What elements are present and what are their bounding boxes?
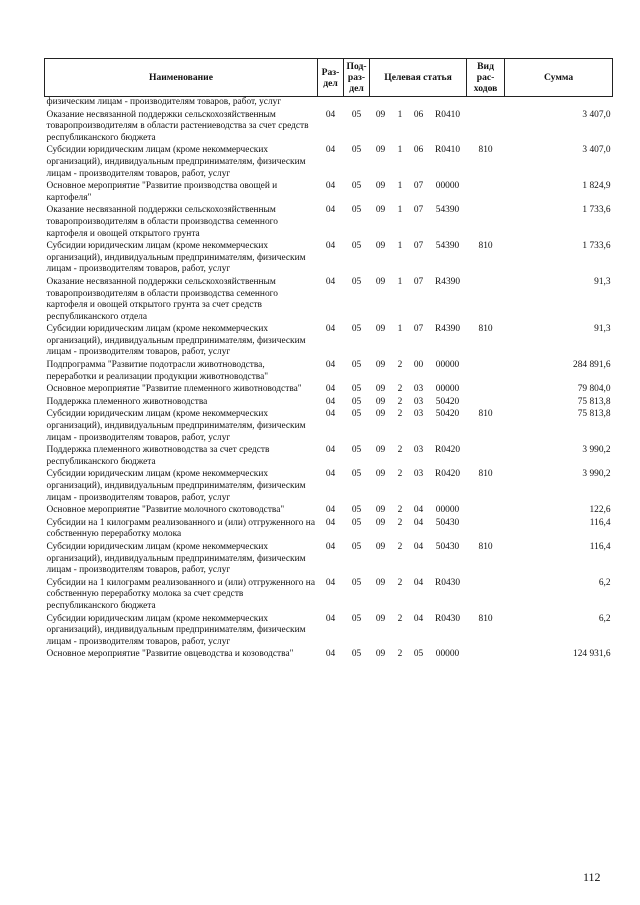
table-row <box>45 469 613 505</box>
row-sum: 91,3 <box>594 276 611 287</box>
row-podrazdel <box>344 97 370 110</box>
row-expense-type: 810 <box>478 469 493 480</box>
budget-table-sheet <box>44 58 612 662</box>
row-expense-type <box>467 277 505 324</box>
table-row <box>45 97 613 110</box>
row-podrazdel: 05 <box>351 445 362 456</box>
row-name: Подпрограмма "Развитие подотрасли животноводства, переработки и реализации продукции животноводства" <box>46 360 269 382</box>
row-sum: 3 407,0 <box>582 145 611 156</box>
row-podrazdel: 05 <box>351 181 362 192</box>
header-name: Наименование <box>45 59 318 97</box>
row-target-direction: 50430 <box>435 517 460 528</box>
row-target-event: 07 <box>413 324 424 335</box>
row-expense-type: 810 <box>478 241 493 252</box>
row-target-direction: 50420 <box>435 409 460 420</box>
row-podrazdel: 05 <box>351 469 362 480</box>
row-target-direction: R4390 <box>435 324 461 335</box>
row-razdel: 04 <box>325 360 336 371</box>
budget-table <box>44 58 613 662</box>
row-sum: 116,4 <box>589 517 611 528</box>
row-sum: 1 733,6 <box>582 241 611 252</box>
row-podrazdel: 05 <box>351 505 362 516</box>
row-expense-type <box>467 110 505 146</box>
row-target-program: 09 <box>375 396 386 407</box>
row-name: Субсидии юридическим лицам (кроме некоммерческих организаций), индивидуальным предпринимателям, физическим лицам - производителям товаров, работ, услуг <box>46 324 306 358</box>
row-target-program: 09 <box>375 276 386 287</box>
row-target-program: 09 <box>375 324 386 335</box>
row-target-program: 09 <box>375 577 386 588</box>
table-row <box>45 110 613 146</box>
table-row <box>45 445 613 469</box>
row-target-event: 03 <box>413 396 424 407</box>
row-target-program: 09 <box>375 445 386 456</box>
row-podrazdel: 05 <box>351 396 362 407</box>
row-expense-type <box>467 205 505 241</box>
table-row <box>45 649 613 662</box>
row-razdel: 04 <box>325 384 336 395</box>
row-target-event: 07 <box>413 241 424 252</box>
table-row <box>45 384 613 397</box>
row-target-event: 05 <box>413 649 424 660</box>
row-sum: 79 804,0 <box>577 384 611 395</box>
row-target-direction: 00000 <box>435 181 460 192</box>
row-expense-type <box>467 445 505 469</box>
row-razdel: 04 <box>325 181 336 192</box>
row-sum: 284 891,6 <box>573 360 611 371</box>
row-sum: 1 824,9 <box>582 181 611 192</box>
row-target-program: 09 <box>375 505 386 516</box>
table-row <box>45 614 613 650</box>
row-target-direction: 00000 <box>435 360 460 371</box>
row-target-program: 09 <box>375 384 386 395</box>
table-row <box>45 397 613 410</box>
row-sum: 3 990,2 <box>582 469 611 480</box>
row-name: Субсидии юридическим лицам (кроме некоммерческих организаций), индивидуальным предпринимателям, физическим лицам - производителям товаров, работ, услуг <box>46 541 306 576</box>
table-body <box>45 97 613 662</box>
row-podrazdel: 05 <box>351 517 362 528</box>
row-target-program: 09 <box>375 409 386 420</box>
row-name: Основное мероприятие "Развитие овцеводства и козоводства" <box>46 649 294 660</box>
row-name: Оказание несвязанной поддержки сельскохозяйственным товаропроизводителям в области растениеводства за счет средств республиканского бюджета <box>46 109 309 143</box>
row-target-subprogram <box>392 97 409 110</box>
row-expense-type: 810 <box>478 613 493 624</box>
row-target-event: 03 <box>413 409 424 420</box>
table-row <box>45 409 613 445</box>
row-target-subprogram: 2 <box>397 613 403 624</box>
row-podrazdel: 05 <box>351 577 362 588</box>
row-target-direction: R0410 <box>435 145 461 156</box>
row-razdel: 04 <box>325 577 336 588</box>
header-sum: Сумма <box>505 59 613 97</box>
row-razdel: 04 <box>325 396 336 407</box>
row-podrazdel: 05 <box>351 541 362 552</box>
row-target-subprogram: 2 <box>397 649 403 660</box>
row-expense-type <box>467 384 505 397</box>
row-razdel <box>318 97 344 110</box>
row-target-direction: 00000 <box>435 384 460 395</box>
row-target-direction: R0410 <box>435 109 461 120</box>
row-target-program: 09 <box>375 241 386 252</box>
row-target-event: 04 <box>413 541 424 552</box>
row-expense-type: 810 <box>478 409 493 420</box>
row-razdel: 04 <box>325 517 336 528</box>
table-header <box>45 59 613 97</box>
table-row <box>45 181 613 205</box>
row-podrazdel: 05 <box>351 613 362 624</box>
row-target-event: 04 <box>413 577 424 588</box>
row-target-event: 06 <box>413 145 424 156</box>
row-name: Основное мероприятие "Развитие молочного скотоводства" <box>46 505 285 516</box>
row-target-program: 09 <box>375 541 386 552</box>
row-target-subprogram: 2 <box>397 396 403 407</box>
row-target-event: 03 <box>413 384 424 395</box>
row-razdel: 04 <box>325 324 336 335</box>
row-podrazdel: 05 <box>351 205 362 216</box>
row-target-subprogram: 2 <box>397 445 403 456</box>
row-sum: 3 990,2 <box>582 445 611 456</box>
table-row <box>45 578 613 614</box>
header-podrazdel: Под- раз- дел <box>344 59 370 97</box>
row-target-program <box>370 97 392 110</box>
header-razdel: Раз- дел <box>318 59 344 97</box>
row-podrazdel: 05 <box>351 241 362 252</box>
row-target-event: 03 <box>413 469 424 480</box>
row-sum: 3 407,0 <box>582 109 611 120</box>
row-target-subprogram: 1 <box>397 109 403 120</box>
row-target-program: 09 <box>375 145 386 156</box>
row-podrazdel: 05 <box>351 276 362 287</box>
row-name: Субсидии на 1 килограмм реализованного и (или) отгруженного на собственную переработку молока за счет средств республиканского бюджета <box>46 577 315 611</box>
row-target-subprogram: 2 <box>397 469 403 480</box>
row-target-subprogram: 2 <box>397 409 403 420</box>
row-podrazdel: 05 <box>351 360 362 371</box>
row-sum: 91,3 <box>594 324 611 335</box>
row-razdel: 04 <box>325 469 336 480</box>
row-target-direction <box>429 97 467 110</box>
row-target-event: 00 <box>413 360 424 371</box>
row-sum: 6,2 <box>598 577 611 588</box>
table-row <box>45 277 613 324</box>
row-expense-type: 810 <box>478 324 493 335</box>
row-expense-type <box>467 397 505 410</box>
row-sum: 124 931,6 <box>573 649 611 660</box>
row-sum: 1 733,6 <box>582 205 611 216</box>
row-target-subprogram: 1 <box>397 241 403 252</box>
table-row <box>45 145 613 181</box>
row-target-direction: R0430 <box>435 577 461 588</box>
row-podrazdel: 05 <box>351 324 362 335</box>
row-razdel: 04 <box>325 409 336 420</box>
row-name: Основное мероприятие "Развитие производства овощей и картофеля" <box>46 181 278 203</box>
row-target-subprogram: 1 <box>397 324 403 335</box>
row-target-program: 09 <box>375 360 386 371</box>
row-name: Субсидии юридическим лицам (кроме некоммерческих организаций), индивидуальным предпринимателям, физическим лицам - производителям товаров, работ, услуг <box>46 241 306 275</box>
row-sum: 75 813,8 <box>577 409 611 420</box>
row-razdel: 04 <box>325 241 336 252</box>
table-row <box>45 505 613 518</box>
row-razdel: 04 <box>325 276 336 287</box>
row-razdel: 04 <box>325 613 336 624</box>
table-row <box>45 241 613 277</box>
row-target-direction: 50430 <box>435 541 460 552</box>
row-expense-type <box>467 518 505 542</box>
row-name: Поддержка племенного животноводства за счет средств республиканского бюджета <box>46 445 270 467</box>
row-sum <box>505 97 613 110</box>
row-expense-type: 810 <box>478 145 493 156</box>
row-razdel: 04 <box>325 505 336 516</box>
row-target-subprogram: 2 <box>397 384 403 395</box>
row-target-event: 04 <box>413 505 424 516</box>
row-target-subprogram: 2 <box>397 505 403 516</box>
row-target-event: 07 <box>413 276 424 287</box>
row-razdel: 04 <box>325 205 336 216</box>
row-expense-type <box>467 360 505 384</box>
row-target-event <box>409 97 429 110</box>
row-sum: 6,2 <box>598 613 611 624</box>
table-row <box>45 360 613 384</box>
row-target-event: 04 <box>413 613 424 624</box>
row-podrazdel: 05 <box>351 109 362 120</box>
row-podrazdel: 05 <box>351 649 362 660</box>
row-expense-type <box>467 97 505 110</box>
row-target-program: 09 <box>375 109 386 120</box>
row-target-program: 09 <box>375 613 386 624</box>
row-podrazdel: 05 <box>351 409 362 420</box>
row-name: Поддержка племенного животноводства <box>46 396 208 407</box>
row-target-event: 07 <box>413 205 424 216</box>
table-row <box>45 205 613 241</box>
row-sum: 122,6 <box>589 505 611 516</box>
row-name: физическим лицам - производителям товаров, работ, услуг <box>46 97 282 107</box>
row-razdel: 04 <box>325 541 336 552</box>
row-target-direction: R0420 <box>435 469 461 480</box>
row-razdel: 04 <box>325 649 336 660</box>
row-target-direction: 50420 <box>435 396 460 407</box>
row-target-subprogram: 2 <box>397 517 403 528</box>
row-target-program: 09 <box>375 469 386 480</box>
row-target-event: 04 <box>413 517 424 528</box>
row-podrazdel: 05 <box>351 384 362 395</box>
row-target-program: 09 <box>375 649 386 660</box>
row-target-subprogram: 2 <box>397 360 403 371</box>
table-row <box>45 542 613 578</box>
row-name: Субсидии юридическим лицам (кроме некоммерческих организаций), индивидуальным предпринимателям, физическим лицам - производителям товаров, работ, услуг <box>46 469 306 503</box>
row-target-direction: R0420 <box>435 445 461 456</box>
row-expense-type <box>467 649 505 662</box>
row-name: Субсидии юридическим лицам (кроме некоммерческих организаций), индивидуальным предпринимателям, физическим лицам - производителям товаров, работ, услуг <box>46 409 306 443</box>
row-expense-type <box>467 578 505 614</box>
row-target-event: 03 <box>413 445 424 456</box>
row-sum: 75 813,8 <box>577 396 611 407</box>
row-name: Оказание несвязанной поддержки сельскохозяйственным товаропроизводителям в области производства семенного картофеля и овощей открытого грунта <box>46 205 278 239</box>
page-number: 112 <box>583 870 601 884</box>
header-target-article: Целевая статья <box>370 59 467 97</box>
row-name: Оказание несвязанной поддержки сельскохозяйственным товаропроизводителям в области производства семенного картофеля и овощей открытого грунта за счет средств республиканского отдела <box>46 276 278 322</box>
row-target-subprogram: 1 <box>397 276 403 287</box>
row-expense-type <box>467 505 505 518</box>
row-name: Основное мероприятие "Развитие племенного животноводства" <box>46 384 302 395</box>
row-name: Субсидии юридическим лицам (кроме некоммерческих организаций), индивидуальным предпринимателям, физическим лицам - производителям товаров, работ, услуг <box>46 145 306 179</box>
row-target-direction: 54390 <box>435 241 460 252</box>
header-expense-type: Вид рас- ходов <box>467 59 505 97</box>
row-sum: 116,4 <box>589 541 611 552</box>
row-razdel: 04 <box>325 109 336 120</box>
row-target-direction: R4390 <box>435 276 461 287</box>
row-target-subprogram: 1 <box>397 181 403 192</box>
row-target-direction: R0430 <box>435 613 461 624</box>
row-target-direction: 00000 <box>435 649 460 660</box>
row-expense-type <box>467 181 505 205</box>
row-target-direction: 00000 <box>435 505 460 516</box>
row-target-program: 09 <box>375 517 386 528</box>
row-target-direction: 54390 <box>435 205 460 216</box>
row-target-subprogram: 1 <box>397 205 403 216</box>
row-target-subprogram: 2 <box>397 541 403 552</box>
row-target-program: 09 <box>375 181 386 192</box>
row-target-event: 06 <box>413 109 424 120</box>
row-target-event: 07 <box>413 181 424 192</box>
row-name: Субсидии юридическим лицам (кроме некоммерческих организаций), индивидуальным предпринимателям, физическим лицам - производителям товаров, работ, услуг <box>46 613 306 647</box>
table-row <box>45 518 613 542</box>
row-expense-type: 810 <box>478 541 493 552</box>
row-name: Субсидии на 1 килограмм реализованного и (или) отгруженного на собственную переработку молока <box>46 517 315 540</box>
row-podrazdel: 05 <box>351 145 362 156</box>
row-target-program: 09 <box>375 205 386 216</box>
row-razdel: 04 <box>325 445 336 456</box>
table-row <box>45 324 613 360</box>
row-razdel: 04 <box>325 145 336 156</box>
row-target-subprogram: 1 <box>397 145 403 156</box>
row-target-subprogram: 2 <box>397 577 403 588</box>
